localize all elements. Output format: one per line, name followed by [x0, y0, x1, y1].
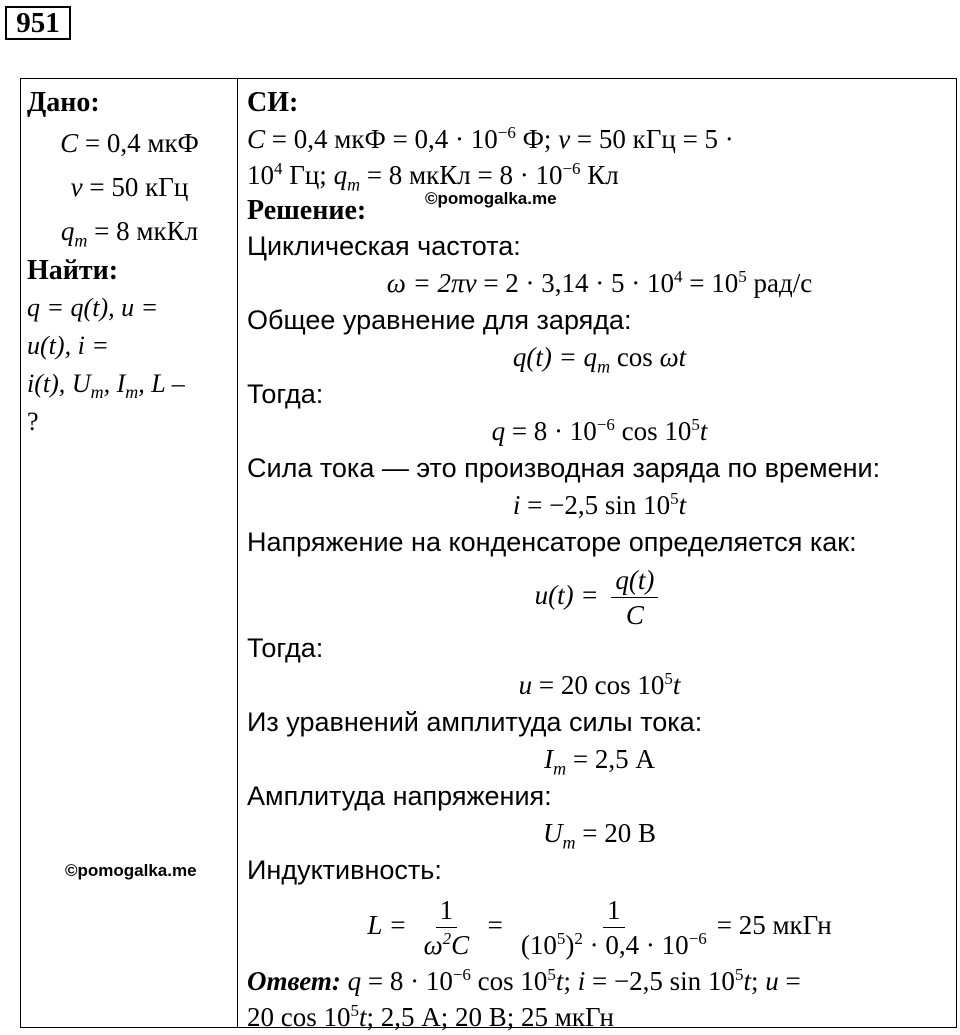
text-current-derivative: Сила тока — это производная заряда по времени: — [247, 453, 881, 483]
problem-number: 951 — [5, 6, 71, 40]
formula-current: i = −2,5 $\sin 10^5t$ — [512, 489, 687, 520]
solution-heading: Решение: — [247, 195, 367, 226]
formula-omega: $\omega = 2\pi\nu = 2 \cdot 3,14 \cdot 5 \cdot 10^4 = 10^5$ рад/с — [386, 267, 813, 298]
find-heading: Найти: — [27, 255, 119, 286]
given-heading: Дано: — [27, 87, 100, 118]
solution-table — [20, 78, 957, 1032]
formula-voltage-general: u(t) = $\frac{q(t)}{C}$ — [247, 559, 952, 631]
watermark-top: ©pomogalka.me — [425, 189, 557, 208]
text-then-1: Тогда: — [247, 379, 324, 409]
answer-line-1: Ответ: $q = 8 \cdot 10^{-6}$ $\cos 10^5t$; i = −2,5 $\sin 10^5t$; u = — [247, 965, 801, 996]
column-divider — [237, 79, 238, 1027]
text-current-amplitude: Из уравнений амплитуда силы тока: — [247, 707, 703, 737]
solution-column — [247, 85, 952, 1035]
formula-voltage-amplitude: $U_m = 20$ В — [543, 818, 656, 853]
si-line-2: $10^4$ Гц; $q_m = 8$ мкКл = $8 \cdot 10^{-6}$ Кл — [247, 159, 619, 195]
formula-charge: $q = 8 \cdot 10^{-6}$ $\cos 10^5t$ — [491, 415, 708, 446]
find-text: q = q(t), u = u(t), i = i(t), $U_m$, $I_m$, L – ? — [27, 293, 185, 436]
text-charge-equation: Общее уравнение для заряда: — [247, 305, 632, 335]
si-heading: СИ: — [247, 87, 299, 118]
answer-line-2: 20 $\cos 10^5t$; 2,5 А; 20 В; 25 мкГн — [247, 1001, 615, 1032]
given-column — [27, 85, 232, 441]
si-line-1: C = 0,4 мкФ = $0,4 \cdot 10^{-6}$ Ф; ν = 50 кГц = 5 · — [247, 123, 734, 154]
watermark-bottom: ©pomogalka.me — [65, 861, 197, 880]
formula-voltage: u = 20 $\cos 10^5t$ — [518, 669, 681, 700]
given-item-capacitance: C = 0,4 мкФ — [60, 128, 199, 158]
given-item-frequency: ν = 50 кГц — [70, 172, 189, 202]
text-voltage-capacitor: Напряжение на конденсаторе определяется как: — [247, 527, 857, 557]
text-voltage-amplitude: Амплитуда напряжения: — [247, 781, 552, 811]
formula-inductance: L = $\frac{1}{\omega^2C}$ = $\frac{1}{(10^5)^2 \cdot 0,4 \cdot 10^{-6}}$ = 25 мкГн — [367, 895, 832, 961]
given-item-charge: $q_m = 8$ мкКл — [60, 216, 199, 251]
formula-current-amplitude: $I_m = 2,5$ А — [544, 744, 655, 779]
text-inductance: Индуктивность: — [247, 855, 442, 885]
text-cyclic-frequency: Циклическая частота: — [247, 231, 521, 261]
formula-charge-general: $q(t) = q_m$ cos ωt — [512, 342, 687, 377]
text-then-2: Тогда: — [247, 633, 324, 663]
